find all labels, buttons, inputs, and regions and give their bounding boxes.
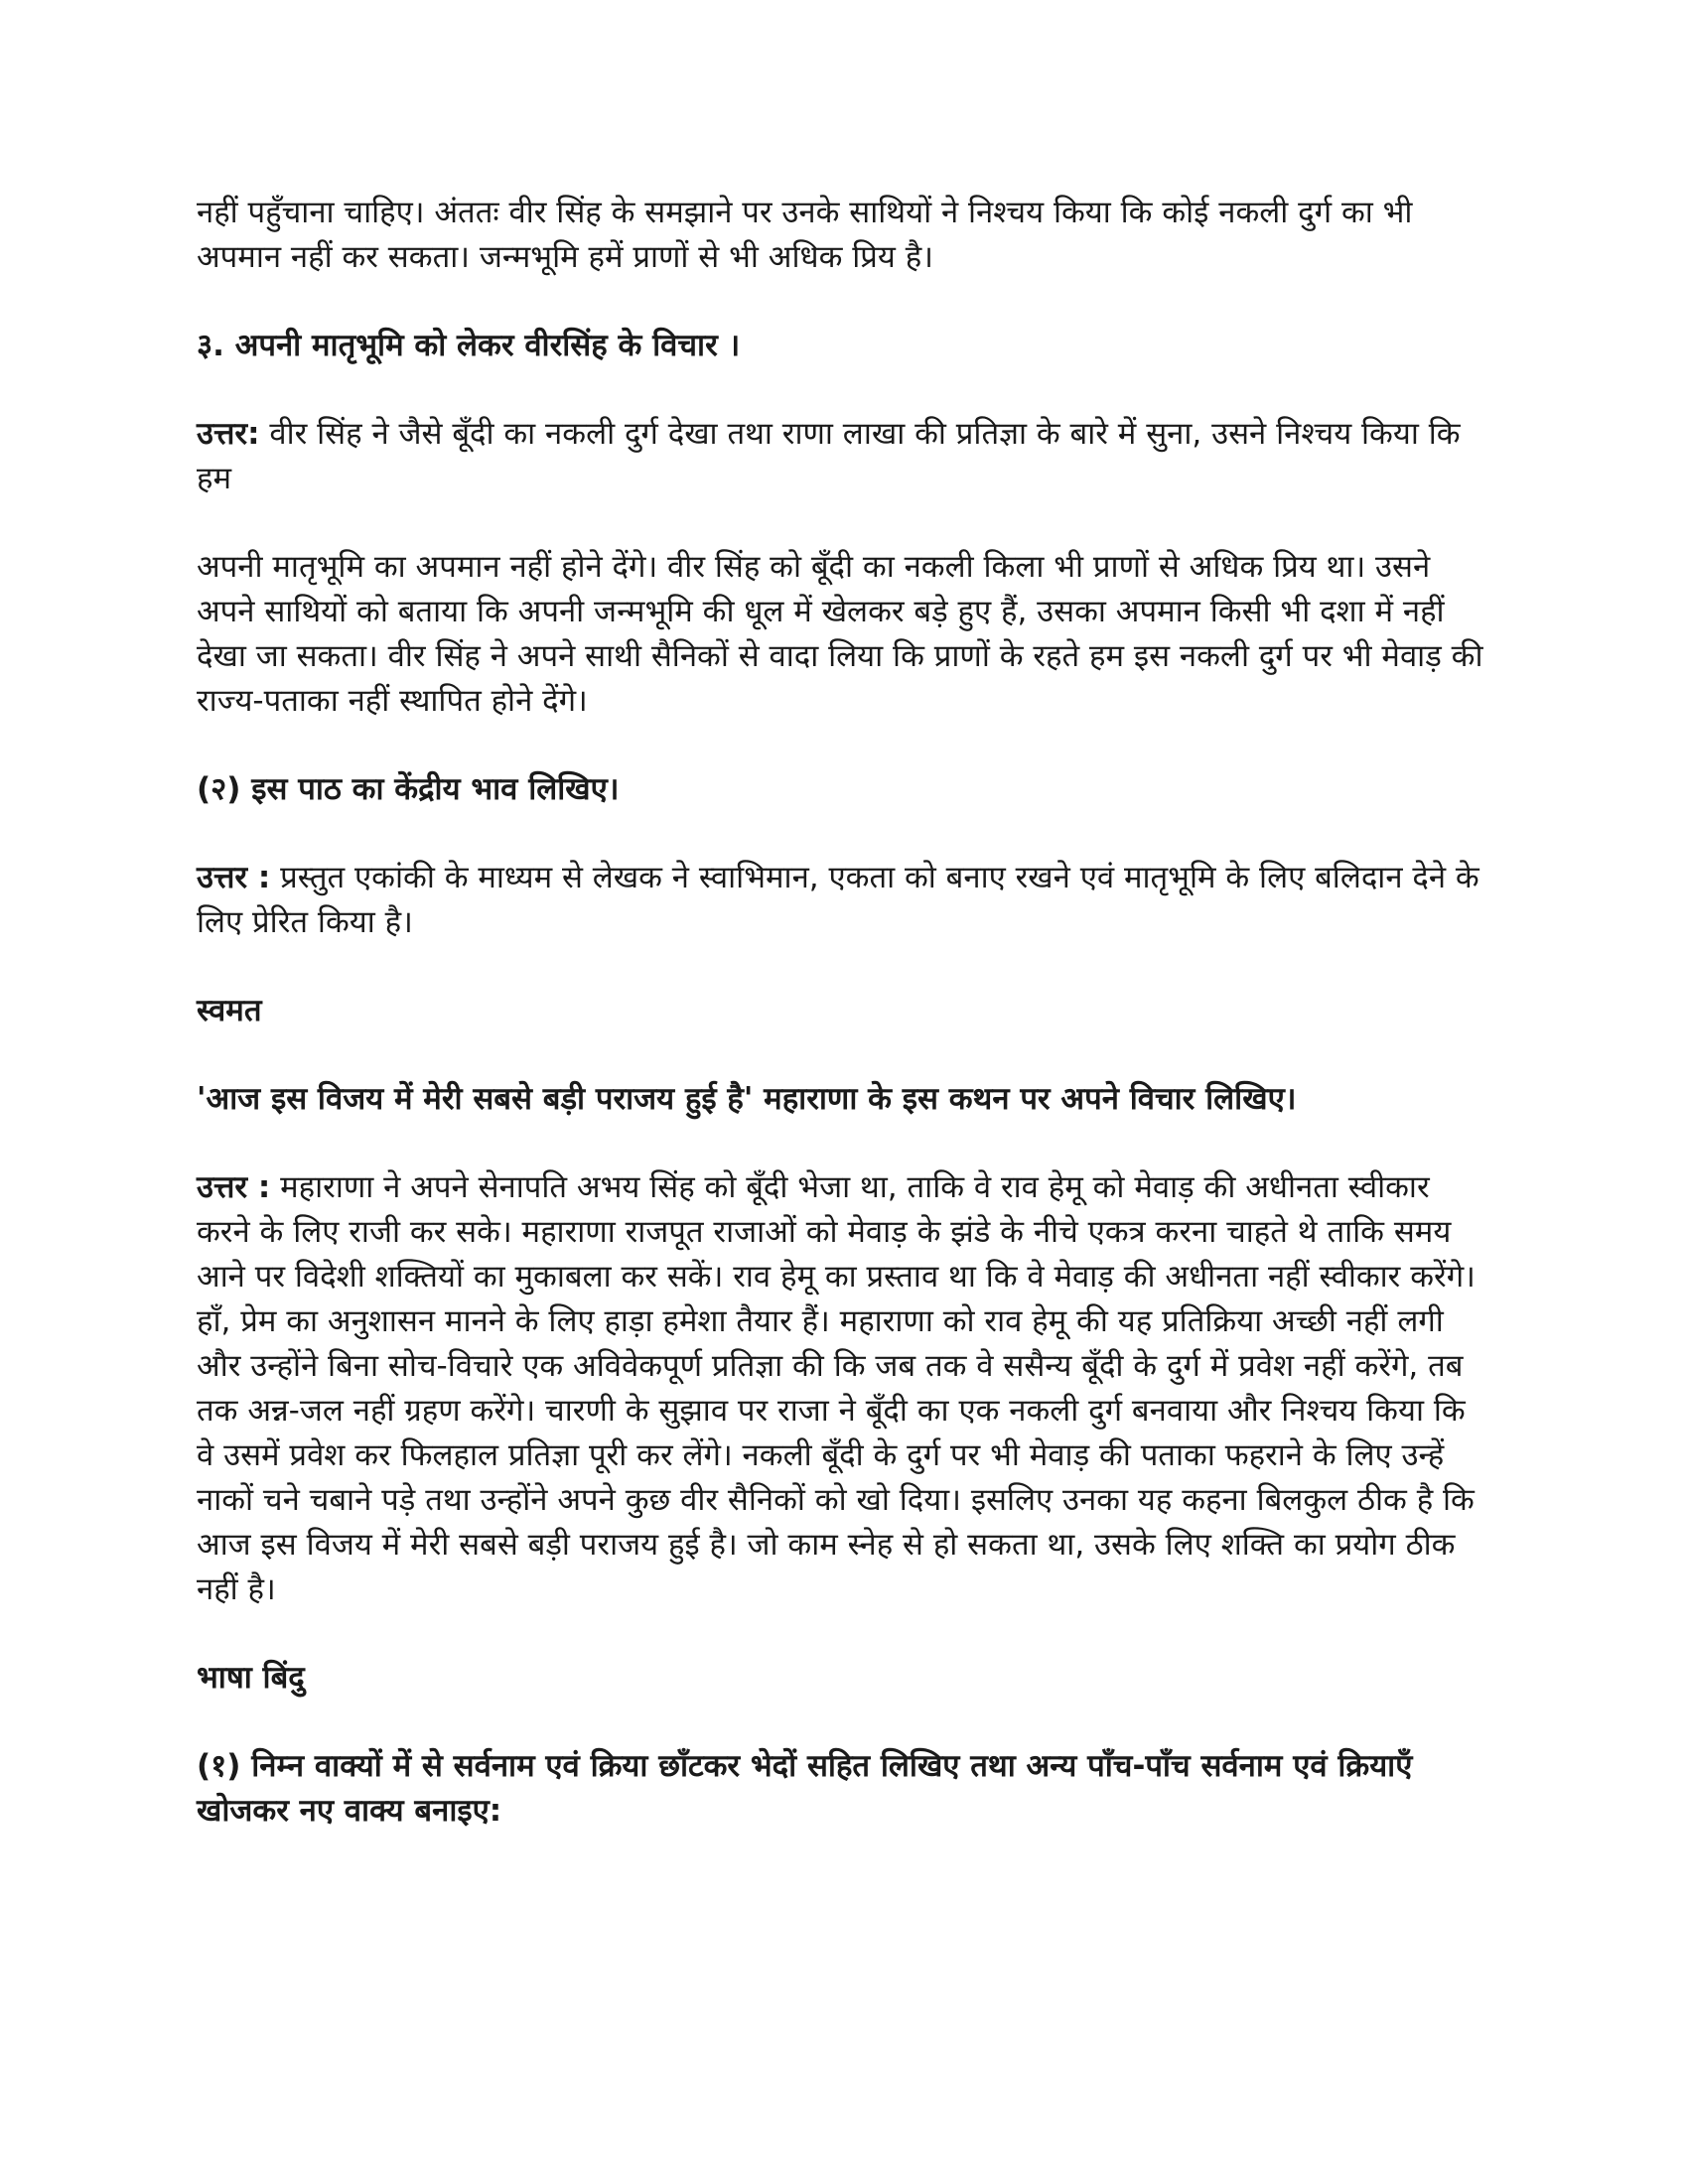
question-3-heading: ३. अपनी मातृभूमि को लेकर वीरसिंह के विचार । [197,328,741,363]
answer-3-paragraph-1 [197,412,1487,501]
document-page [197,191,1487,1834]
answer-svamat [197,1165,1487,1612]
answer-central-theme [197,856,1487,945]
answer-central-text: प्रस्तुत एकांकी के माध्यम से लेखक ने स्वाभिमान, एकता को बनाए रखने एवं मातृभूमि के लिए बलिदान देने के लिए प्रेरित किया है। [197,860,1479,940]
section-heading-svamat: स्वमत [197,993,262,1028]
question-svamat: 'आज इस विजय में मेरी सबसे बड़ी पराजय हुई है' महाराणा के इस कथन पर अपने विचार लिखिए। [197,1081,1297,1117]
answer-label: उत्तर : [197,860,271,895]
answer-svamat-text: महाराणा ने अपने सेनापति अभय सिंह को बूँदी भेजा था, ताकि वे राव हेमू को मेवाड़ की अधीनता स्वीकार करने के लिए राजी कर सके। महाराणा राजपूत राजाओं को मेवाड़ के झंडे के नीचे एकत्र करना चाहते थे ताकि समय आने पर विदेशी शक्तियों का मुकाबला कर सकें। राव हेमू का प्रस्ताव था कि वे मेवाड़ की अधीनता नहीं स्वीकार करेंगे। हाँ, प्रेम का अनुशासन मानने के लिए हाड़ा हमेशा तैयार हैं। महाराणा को राव हेमू की यह प्रतिक्रिया अच्छी नहीं लगी और उन्होंने बिना सोच-विचारे एक अविवेकपूर्ण प्रतिज्ञा की कि जब तक वे ससैन्य बूँदी के दुर्ग में प्रवेश नहीं करेंगे, तब तक अन्न-जल नहीं ग्रहण करेंगे। चारणी के सुझाव पर राजा ने बूँदी का एक नकली दुर्ग बनवाया और निश्चय किया कि वे उसमें प्रवेश कर फिलहाल प्रतिज्ञा पूरी कर लेंगे। नकली बूँदी के दुर्ग पर भी मेवाड़ की पताका फहराने के लिए उन्हें नाकों चने चबाने पड़े तथा उन्होंने अपने कुछ वीर सैनिकों को खो दिया। इसलिए उनका यह कहना बिलकुल ठीक है कि आज इस विजय में मेरी सबसे बड़ी पराजय हुई है। जो काम स्नेह से हो सकता था, उसके लिए शक्ति का प्रयोग ठीक नहीं है। [197,1169,1476,1607]
answer-label: उत्तर : [197,1169,271,1205]
answer-3-paragraph-2: अपनी मातृभूमि का अपमान नहीं होने देंगे। वीर सिंह को बूँदी का नकली किला भी प्राणों से अधिक प्रिय था। उसने अपने साथियों को बताया कि अपनी जन्मभूमि की धूल में खेलकर बड़े हुए हैं, उसका अपमान किसी भी दशा में नहीं देखा जा सकता। वीर सिंह ने अपने साथी सैनिकों से वादा लिया कि प्राणों के रहते हम इस नकली दुर्ग पर भी मेवाड़ की राज्य-पताका नहीं स्थापित होने देंगे। [197,549,1483,719]
section-heading-bhasha-bindu: भाषा बिंदु [197,1660,305,1696]
question-central-theme: (२) इस पाठ का केंद्रीय भाव लिखिए। [197,771,620,807]
answer-3-text-1: वीर सिंह ने जैसे बूँदी का नकली दुर्ग देखा तथा राणा लाखा की प्रतिज्ञा के बारे में सुना, उसने निश्चय किया कि हम [197,416,1461,496]
question-bhasha-bindu: (१) निम्न वाक्यों में से सर्वनाम एवं क्रिया छाँटकर भेदों सहित लिखिए तथा अन्य पाँच-पाँच सर्वनाम एवं क्रियाएँ खोजकर नए वाक्य बनाइए: [197,1748,1413,1829]
answer-label: उत्तर: [197,416,260,452]
intro-paragraph: नहीं पहुँचाना चाहिए। अंततः वीर सिंह के समझाने पर उनके साथियों ने निश्चय किया कि कोई नकली दुर्ग का भी अपमान नहीं कर सकता। जन्मभूमि हमें प्राणों से भी अधिक प्रिय है। [197,195,1413,275]
